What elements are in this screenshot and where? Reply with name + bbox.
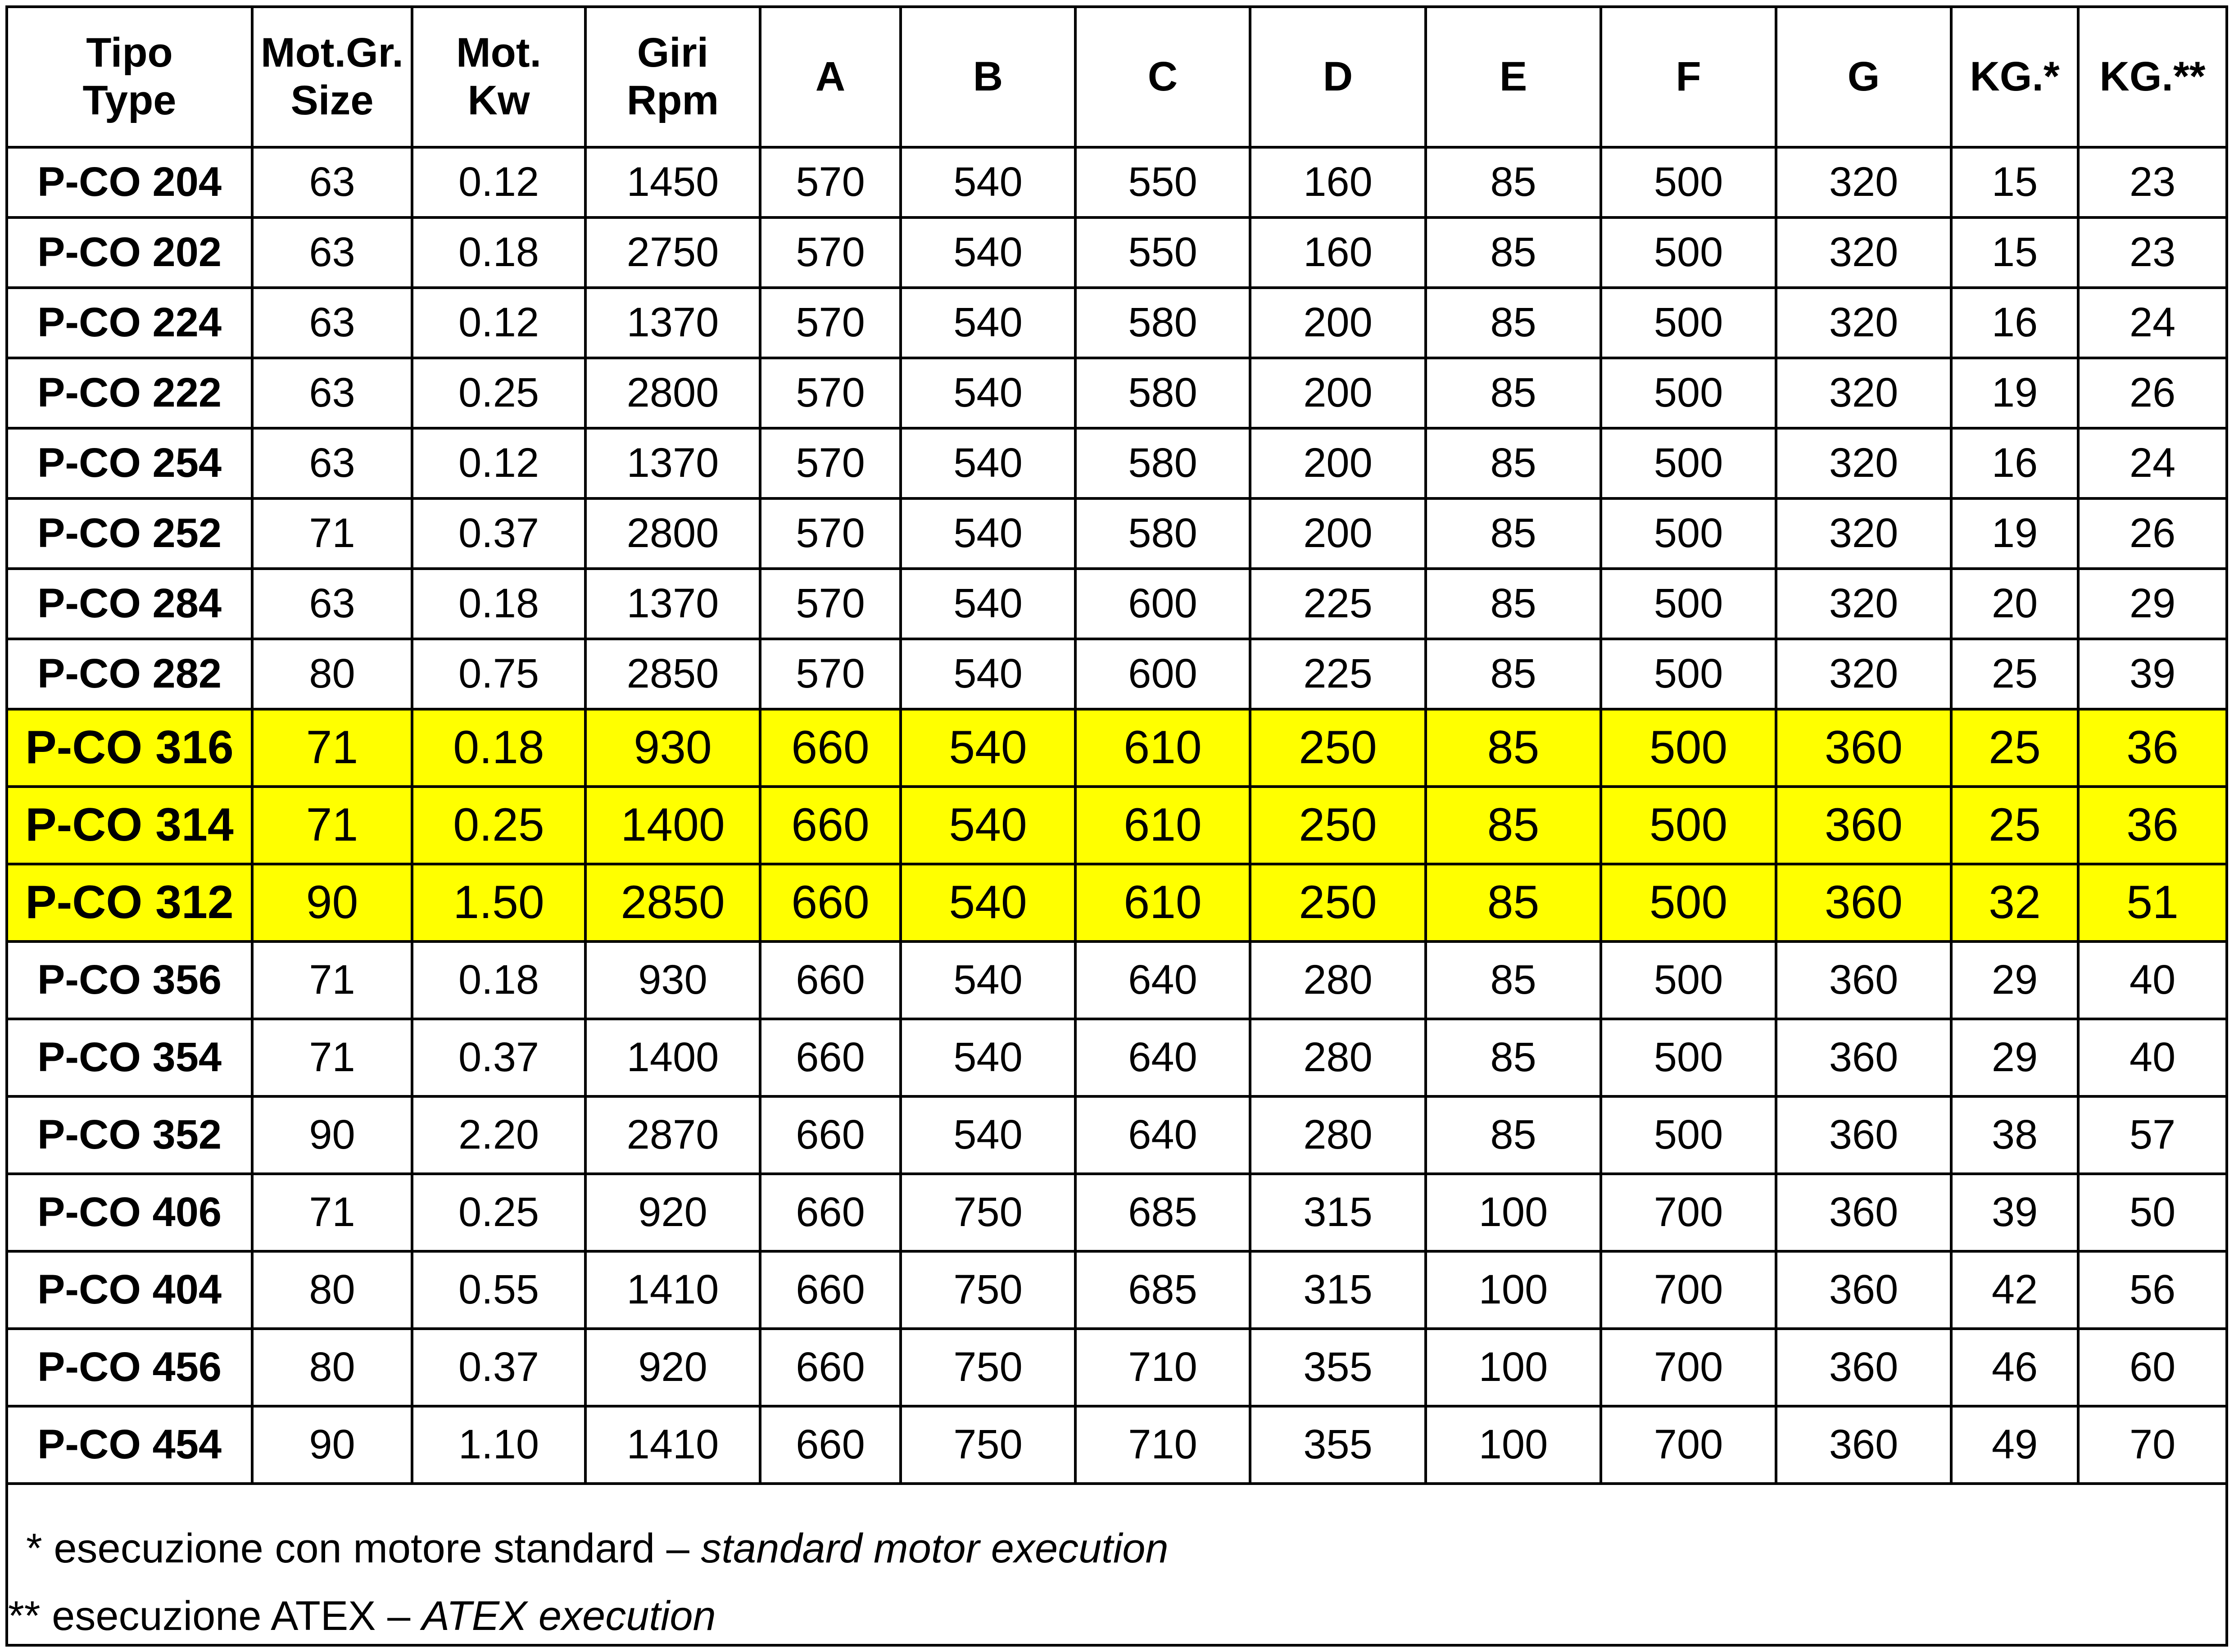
footnote-standard-text: * esecuzione con motore standard – xyxy=(26,1525,701,1571)
cell-f: 500 xyxy=(1601,1019,1776,1096)
cell-kg-atex: 56 xyxy=(2078,1251,2225,1329)
col-header-kw xyxy=(412,8,585,147)
cell-kw: 0.55 xyxy=(412,1251,585,1329)
cell-d: 225 xyxy=(1250,569,1426,639)
cell-a: 660 xyxy=(760,787,901,864)
cell-f: 500 xyxy=(1601,864,1776,941)
cell-e: 85 xyxy=(1426,217,1601,288)
footnote-standard xyxy=(26,1525,1169,1572)
cell-d: 250 xyxy=(1250,787,1426,864)
cell-e: 100 xyxy=(1426,1329,1601,1406)
cell-type: P-CO 252 xyxy=(8,498,252,569)
cell-kg-standard: 32 xyxy=(1951,864,2078,941)
cell-b: 750 xyxy=(901,1406,1075,1484)
cell-rpm: 1370 xyxy=(585,428,760,498)
col-header-b: B xyxy=(901,8,1075,147)
cell-size: 63 xyxy=(252,217,412,288)
table-row xyxy=(8,1406,2225,1484)
cell-c: 610 xyxy=(1075,864,1250,941)
cell-size: 71 xyxy=(252,941,412,1019)
cell-c: 580 xyxy=(1075,428,1250,498)
cell-e: 85 xyxy=(1426,428,1601,498)
table-row xyxy=(8,1174,2225,1251)
cell-b: 750 xyxy=(901,1174,1075,1251)
cell-a: 660 xyxy=(760,709,901,787)
footnotes xyxy=(8,1507,2225,1644)
col-header-kg-atex: KG.** xyxy=(2078,8,2225,147)
cell-type: P-CO 456 xyxy=(8,1329,252,1406)
col-header-type xyxy=(8,8,252,147)
cell-g: 320 xyxy=(1776,639,1951,709)
cell-a: 660 xyxy=(760,1406,901,1484)
cell-c: 550 xyxy=(1075,147,1250,217)
cell-rpm: 1410 xyxy=(585,1406,760,1484)
cell-c: 550 xyxy=(1075,217,1250,288)
col-header-d: D xyxy=(1250,8,1426,147)
cell-d: 160 xyxy=(1250,147,1426,217)
cell-a: 660 xyxy=(760,1096,901,1174)
cell-size: 90 xyxy=(252,1096,412,1174)
cell-kw: 0.37 xyxy=(412,1019,585,1096)
cell-kg-standard: 25 xyxy=(1951,709,2078,787)
cell-kg-atex: 39 xyxy=(2078,639,2225,709)
col-header-rpm-en: Rpm xyxy=(626,77,719,123)
cell-g: 320 xyxy=(1776,569,1951,639)
cell-kw: 0.18 xyxy=(412,217,585,288)
footnote-atex-text: ** esecuzione ATEX – xyxy=(8,1593,422,1639)
cell-kg-atex: 51 xyxy=(2078,864,2225,941)
cell-g: 360 xyxy=(1776,941,1951,1019)
cell-a: 660 xyxy=(760,1019,901,1096)
cell-type: P-CO 356 xyxy=(8,941,252,1019)
cell-f: 500 xyxy=(1601,217,1776,288)
table-row xyxy=(8,498,2225,569)
cell-f: 700 xyxy=(1601,1251,1776,1329)
cell-type: P-CO 224 xyxy=(8,288,252,358)
table-row xyxy=(8,358,2225,428)
cell-f: 500 xyxy=(1601,941,1776,1019)
cell-g: 360 xyxy=(1776,1329,1951,1406)
cell-kw: 0.18 xyxy=(412,569,585,639)
cell-rpm: 1410 xyxy=(585,1251,760,1329)
cell-d: 280 xyxy=(1250,1019,1426,1096)
cell-kg-standard: 16 xyxy=(1951,428,2078,498)
cell-rpm: 1370 xyxy=(585,569,760,639)
cell-kw: 0.37 xyxy=(412,1329,585,1406)
cell-size: 63 xyxy=(252,428,412,498)
cell-b: 750 xyxy=(901,1251,1075,1329)
cell-e: 85 xyxy=(1426,1096,1601,1174)
cell-d: 250 xyxy=(1250,709,1426,787)
cell-size: 71 xyxy=(252,787,412,864)
cell-a: 660 xyxy=(760,941,901,1019)
cell-kg-standard: 15 xyxy=(1951,217,2078,288)
cell-kg-atex: 24 xyxy=(2078,428,2225,498)
col-header-size-en: Size xyxy=(290,77,374,123)
cell-kw: 1.50 xyxy=(412,864,585,941)
cell-b: 540 xyxy=(901,941,1075,1019)
cell-type: P-CO 254 xyxy=(8,428,252,498)
cell-kg-standard: 19 xyxy=(1951,498,2078,569)
col-header-rpm xyxy=(585,8,760,147)
cell-kg-standard: 49 xyxy=(1951,1406,2078,1484)
cell-rpm: 1400 xyxy=(585,787,760,864)
col-header-type-en: Type xyxy=(82,77,177,123)
cell-f: 500 xyxy=(1601,787,1776,864)
cell-g: 320 xyxy=(1776,428,1951,498)
cell-rpm: 1450 xyxy=(585,147,760,217)
table-row xyxy=(8,147,2225,217)
cell-a: 660 xyxy=(760,864,901,941)
cell-f: 500 xyxy=(1601,288,1776,358)
table-row xyxy=(8,569,2225,639)
cell-kw: 0.75 xyxy=(412,639,585,709)
col-header-a: A xyxy=(760,8,901,147)
cell-d: 355 xyxy=(1250,1329,1426,1406)
cell-kg-standard: 46 xyxy=(1951,1329,2078,1406)
cell-size: 71 xyxy=(252,1019,412,1096)
cell-type: P-CO 404 xyxy=(8,1251,252,1329)
table-row xyxy=(8,217,2225,288)
table-row xyxy=(8,639,2225,709)
cell-g: 320 xyxy=(1776,358,1951,428)
table-row xyxy=(8,787,2225,864)
cell-f: 500 xyxy=(1601,639,1776,709)
cell-d: 200 xyxy=(1250,288,1426,358)
cell-kw: 0.12 xyxy=(412,288,585,358)
col-header-kg-standard: KG.* xyxy=(1951,8,2078,147)
cell-a: 570 xyxy=(760,288,901,358)
cell-g: 320 xyxy=(1776,498,1951,569)
cell-kg-standard: 42 xyxy=(1951,1251,2078,1329)
cell-rpm: 2750 xyxy=(585,217,760,288)
footnote-atex xyxy=(8,1593,716,1640)
cell-kg-standard: 29 xyxy=(1951,941,2078,1019)
cell-f: 500 xyxy=(1601,147,1776,217)
cell-type: P-CO 316 xyxy=(8,709,252,787)
cell-size: 63 xyxy=(252,569,412,639)
cell-b: 540 xyxy=(901,1019,1075,1096)
cell-size: 63 xyxy=(252,358,412,428)
cell-c: 600 xyxy=(1075,569,1250,639)
cell-g: 360 xyxy=(1776,1019,1951,1096)
cell-e: 85 xyxy=(1426,288,1601,358)
cell-g: 320 xyxy=(1776,147,1951,217)
header-row xyxy=(8,8,2225,147)
cell-rpm: 2800 xyxy=(585,358,760,428)
cell-size: 80 xyxy=(252,1251,412,1329)
col-header-rpm-it: Giri xyxy=(637,30,709,76)
col-header-f: F xyxy=(1601,8,1776,147)
cell-kg-atex: 57 xyxy=(2078,1096,2225,1174)
cell-d: 280 xyxy=(1250,1096,1426,1174)
cell-b: 540 xyxy=(901,217,1075,288)
cell-c: 710 xyxy=(1075,1406,1250,1484)
cell-rpm: 1370 xyxy=(585,288,760,358)
cell-kg-atex: 40 xyxy=(2078,1019,2225,1096)
cell-size: 90 xyxy=(252,864,412,941)
cell-d: 355 xyxy=(1250,1406,1426,1484)
col-header-size xyxy=(252,8,412,147)
cell-b: 540 xyxy=(901,288,1075,358)
cell-g: 360 xyxy=(1776,1174,1951,1251)
col-header-type-it: Tipo xyxy=(86,30,173,76)
cell-size: 71 xyxy=(252,1174,412,1251)
table-body xyxy=(8,147,2225,1484)
footnote-atex-translation: ATEX execution xyxy=(421,1593,716,1639)
cell-d: 160 xyxy=(1250,217,1426,288)
cell-f: 500 xyxy=(1601,498,1776,569)
cell-c: 710 xyxy=(1075,1329,1250,1406)
cell-kg-standard: 15 xyxy=(1951,147,2078,217)
cell-c: 580 xyxy=(1075,498,1250,569)
cell-d: 200 xyxy=(1250,428,1426,498)
cell-c: 685 xyxy=(1075,1174,1250,1251)
cell-f: 500 xyxy=(1601,569,1776,639)
cell-kw: 0.25 xyxy=(412,1174,585,1251)
cell-c: 640 xyxy=(1075,941,1250,1019)
cell-rpm: 930 xyxy=(585,709,760,787)
cell-size: 63 xyxy=(252,147,412,217)
cell-type: P-CO 312 xyxy=(8,864,252,941)
cell-a: 570 xyxy=(760,147,901,217)
cell-kg-standard: 39 xyxy=(1951,1174,2078,1251)
cell-type: P-CO 222 xyxy=(8,358,252,428)
col-header-c: C xyxy=(1075,8,1250,147)
col-header-g: G xyxy=(1776,8,1951,147)
cell-kg-atex: 23 xyxy=(2078,147,2225,217)
cell-kg-atex: 36 xyxy=(2078,787,2225,864)
cell-a: 570 xyxy=(760,498,901,569)
cell-e: 85 xyxy=(1426,569,1601,639)
cell-e: 85 xyxy=(1426,498,1601,569)
cell-kw: 0.37 xyxy=(412,498,585,569)
cell-e: 85 xyxy=(1426,147,1601,217)
cell-d: 315 xyxy=(1250,1174,1426,1251)
cell-type: P-CO 354 xyxy=(8,1019,252,1096)
cell-b: 540 xyxy=(901,358,1075,428)
cell-kg-atex: 36 xyxy=(2078,709,2225,787)
cell-d: 250 xyxy=(1250,864,1426,941)
cell-f: 500 xyxy=(1601,1096,1776,1174)
cell-d: 200 xyxy=(1250,358,1426,428)
cell-b: 540 xyxy=(901,864,1075,941)
col-header-e: E xyxy=(1426,8,1601,147)
cell-type: P-CO 352 xyxy=(8,1096,252,1174)
cell-a: 570 xyxy=(760,639,901,709)
cell-kw: 0.25 xyxy=(412,358,585,428)
cell-type: P-CO 202 xyxy=(8,217,252,288)
cell-size: 71 xyxy=(252,709,412,787)
cell-size: 90 xyxy=(252,1406,412,1484)
table-row xyxy=(8,709,2225,787)
cell-size: 80 xyxy=(252,639,412,709)
cell-kg-standard: 29 xyxy=(1951,1019,2078,1096)
cell-kg-atex: 50 xyxy=(2078,1174,2225,1251)
col-header-kw-en: Kw xyxy=(467,77,530,123)
cell-e: 85 xyxy=(1426,709,1601,787)
cell-g: 360 xyxy=(1776,1406,1951,1484)
cell-d: 280 xyxy=(1250,941,1426,1019)
cell-b: 540 xyxy=(901,147,1075,217)
cell-type: P-CO 454 xyxy=(8,1406,252,1484)
cell-kg-standard: 19 xyxy=(1951,358,2078,428)
cell-e: 85 xyxy=(1426,941,1601,1019)
cell-kg-standard: 38 xyxy=(1951,1096,2078,1174)
cell-size: 63 xyxy=(252,288,412,358)
cell-f: 500 xyxy=(1601,709,1776,787)
cell-g: 360 xyxy=(1776,787,1951,864)
cell-rpm: 930 xyxy=(585,941,760,1019)
cell-kw: 0.12 xyxy=(412,428,585,498)
table-row xyxy=(8,428,2225,498)
cell-d: 200 xyxy=(1250,498,1426,569)
cell-type: P-CO 204 xyxy=(8,147,252,217)
cell-f: 500 xyxy=(1601,358,1776,428)
cell-kg-atex: 24 xyxy=(2078,288,2225,358)
cell-c: 640 xyxy=(1075,1096,1250,1174)
cell-g: 360 xyxy=(1776,709,1951,787)
cell-kg-atex: 23 xyxy=(2078,217,2225,288)
cell-type: P-CO 282 xyxy=(8,639,252,709)
cell-d: 225 xyxy=(1250,639,1426,709)
cell-g: 360 xyxy=(1776,1096,1951,1174)
cell-f: 700 xyxy=(1601,1329,1776,1406)
cell-e: 85 xyxy=(1426,358,1601,428)
cell-type: P-CO 406 xyxy=(8,1174,252,1251)
cell-a: 660 xyxy=(760,1174,901,1251)
cell-rpm: 2870 xyxy=(585,1096,760,1174)
cell-a: 570 xyxy=(760,569,901,639)
footnote-standard-translation: standard motor execution xyxy=(701,1525,1169,1571)
cell-b: 540 xyxy=(901,428,1075,498)
cell-e: 100 xyxy=(1426,1251,1601,1329)
cell-g: 360 xyxy=(1776,1251,1951,1329)
cell-c: 580 xyxy=(1075,288,1250,358)
cell-size: 80 xyxy=(252,1329,412,1406)
cell-d: 315 xyxy=(1250,1251,1426,1329)
cell-g: 320 xyxy=(1776,288,1951,358)
cell-kw: 0.18 xyxy=(412,709,585,787)
cell-rpm: 920 xyxy=(585,1329,760,1406)
cell-kw: 0.18 xyxy=(412,941,585,1019)
cell-kg-atex: 40 xyxy=(2078,941,2225,1019)
table-row xyxy=(8,864,2225,941)
cell-g: 320 xyxy=(1776,217,1951,288)
cell-kw: 0.12 xyxy=(412,147,585,217)
cell-b: 540 xyxy=(901,498,1075,569)
cell-kw: 2.20 xyxy=(412,1096,585,1174)
cell-c: 610 xyxy=(1075,709,1250,787)
cell-kg-atex: 70 xyxy=(2078,1406,2225,1484)
cell-b: 540 xyxy=(901,709,1075,787)
cell-kg-standard: 20 xyxy=(1951,569,2078,639)
cell-c: 685 xyxy=(1075,1251,1250,1329)
cell-e: 85 xyxy=(1426,639,1601,709)
cell-type: P-CO 284 xyxy=(8,569,252,639)
cell-b: 540 xyxy=(901,639,1075,709)
spec-sheet xyxy=(5,5,2228,1647)
cell-b: 540 xyxy=(901,569,1075,639)
cell-b: 540 xyxy=(901,1096,1075,1174)
cell-kg-atex: 26 xyxy=(2078,358,2225,428)
cell-rpm: 2800 xyxy=(585,498,760,569)
cell-c: 580 xyxy=(1075,358,1250,428)
cell-kg-standard: 25 xyxy=(1951,639,2078,709)
cell-c: 640 xyxy=(1075,1019,1250,1096)
cell-rpm: 1400 xyxy=(585,1019,760,1096)
cell-a: 570 xyxy=(760,217,901,288)
table-row xyxy=(8,1251,2225,1329)
cell-kw: 1.10 xyxy=(412,1406,585,1484)
table-row xyxy=(8,941,2225,1019)
cell-rpm: 2850 xyxy=(585,864,760,941)
cell-kg-atex: 26 xyxy=(2078,498,2225,569)
col-header-kw-it: Mot. xyxy=(456,30,542,76)
cell-kg-standard: 16 xyxy=(1951,288,2078,358)
cell-kg-standard: 25 xyxy=(1951,787,2078,864)
cell-e: 100 xyxy=(1426,1174,1601,1251)
cell-g: 360 xyxy=(1776,864,1951,941)
cell-e: 85 xyxy=(1426,864,1601,941)
cell-b: 540 xyxy=(901,787,1075,864)
cell-kw: 0.25 xyxy=(412,787,585,864)
cell-f: 700 xyxy=(1601,1406,1776,1484)
cell-a: 660 xyxy=(760,1251,901,1329)
cell-kg-atex: 29 xyxy=(2078,569,2225,639)
cell-c: 600 xyxy=(1075,639,1250,709)
cell-f: 700 xyxy=(1601,1174,1776,1251)
cell-a: 570 xyxy=(760,428,901,498)
table-row xyxy=(8,1019,2225,1096)
table-row xyxy=(8,1096,2225,1174)
cell-f: 500 xyxy=(1601,428,1776,498)
specification-table xyxy=(8,8,2225,1485)
cell-type: P-CO 314 xyxy=(8,787,252,864)
cell-kg-atex: 60 xyxy=(2078,1329,2225,1406)
cell-e: 85 xyxy=(1426,787,1601,864)
table-row xyxy=(8,288,2225,358)
cell-rpm: 2850 xyxy=(585,639,760,709)
cell-e: 100 xyxy=(1426,1406,1601,1484)
col-header-size-it: Mot.Gr. xyxy=(261,30,403,76)
cell-a: 660 xyxy=(760,1329,901,1406)
table-row xyxy=(8,1329,2225,1406)
cell-c: 610 xyxy=(1075,787,1250,864)
cell-rpm: 920 xyxy=(585,1174,760,1251)
cell-b: 750 xyxy=(901,1329,1075,1406)
cell-size: 71 xyxy=(252,498,412,569)
cell-e: 85 xyxy=(1426,1019,1601,1096)
cell-a: 570 xyxy=(760,358,901,428)
